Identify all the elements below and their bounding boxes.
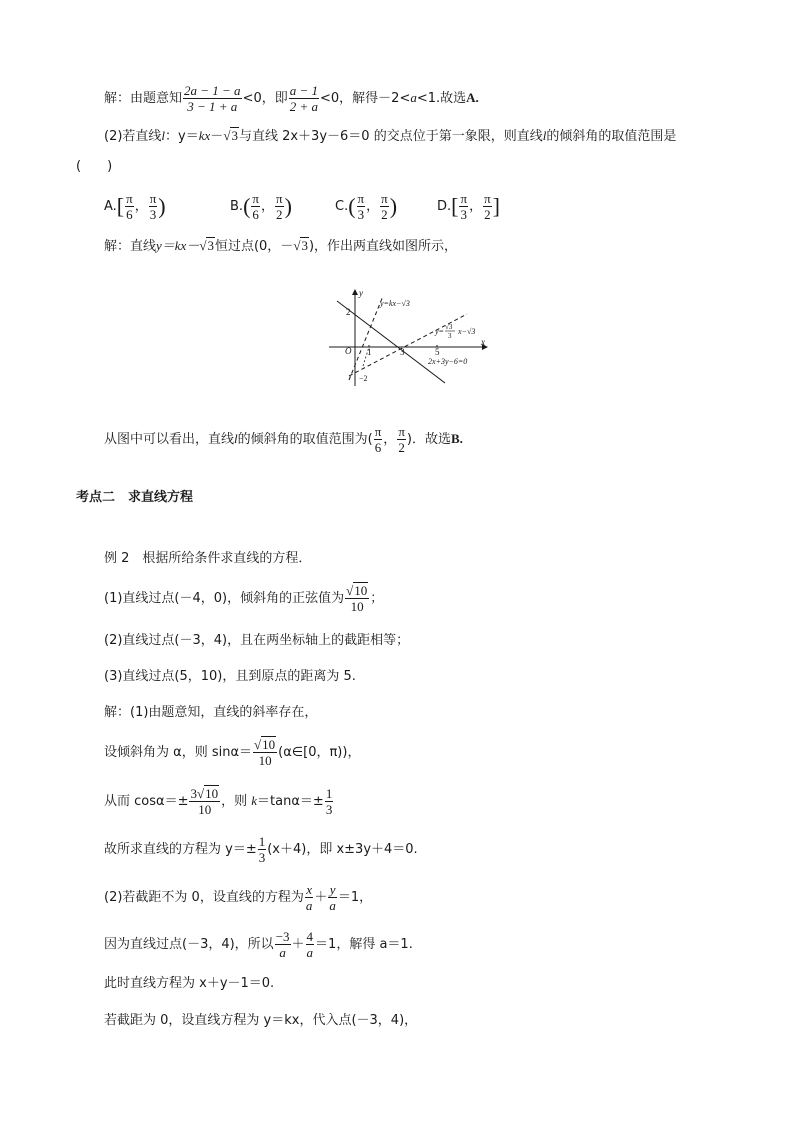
- fraction: [289, 83, 319, 114]
- line3-label: 2x+3y−6=0: [428, 357, 468, 366]
- option-label: A.: [104, 199, 117, 214]
- text: 从图中可以看出，直线: [104, 432, 235, 447]
- fraction-denominator: a: [279, 945, 286, 960]
- tick-label-neg2: −2: [359, 374, 368, 383]
- sol-1-line-4: [104, 831, 418, 869]
- option-label: C.: [335, 199, 349, 214]
- fraction: [183, 83, 242, 114]
- var-l: l: [161, 128, 166, 143]
- fraction-denominator: 10: [258, 753, 272, 768]
- fraction-numerator: y: [329, 882, 336, 897]
- option-d: [437, 190, 500, 224]
- bracket: (: [243, 193, 251, 219]
- option-a: [104, 190, 166, 224]
- fraction-denominator: 2: [398, 440, 405, 455]
- fraction-denominator: 2 + a: [289, 99, 319, 114]
- text: 故所求直线的方程为 y＝±: [104, 842, 257, 857]
- tick-label-1: 1: [367, 347, 372, 357]
- fraction: [397, 424, 406, 455]
- fraction-denominator: 3: [258, 850, 266, 865]
- question-2-line: [104, 126, 676, 147]
- bracket: [: [451, 193, 459, 219]
- coordinate-graph: [327, 288, 497, 388]
- fraction: [189, 786, 220, 817]
- fraction-denominator: a: [329, 898, 336, 913]
- bracket: [: [116, 193, 125, 219]
- fraction-numerator: x: [306, 882, 312, 897]
- fraction: [253, 737, 277, 768]
- text: 解：由题意知: [104, 91, 183, 106]
- text: 的倾斜角的取值范围是: [546, 129, 677, 144]
- plus: ＋: [314, 890, 328, 905]
- fraction: [125, 191, 134, 222]
- option-label: B.: [230, 199, 244, 214]
- fraction-numerator: π: [357, 191, 365, 206]
- separator: ，: [260, 199, 274, 214]
- text: (2)若截距不为 0，设直线的方程为: [104, 890, 304, 905]
- fraction: [275, 929, 291, 960]
- fraction-numerator: π: [275, 191, 283, 206]
- fraction: [483, 191, 492, 222]
- text: <0，即: [242, 91, 288, 106]
- text: 的倾斜角的取值范围为(: [237, 432, 373, 447]
- fraction-numerator: 1: [325, 786, 333, 801]
- fraction-numerator: π: [252, 191, 259, 206]
- fraction-denominator: 3: [460, 207, 468, 222]
- separator: ，: [366, 199, 380, 214]
- fraction: [306, 929, 315, 960]
- bracket: ): [389, 193, 398, 219]
- fraction-numerator: 2a − 1 − a: [184, 83, 241, 98]
- text: 解：直线: [104, 239, 157, 254]
- x-axis-label: x: [481, 337, 485, 347]
- text: －: [210, 129, 224, 144]
- text: )，作出两直线如图所示，: [308, 239, 458, 254]
- fraction-denominator: 2: [276, 207, 283, 222]
- sqrt: √3: [293, 238, 308, 253]
- line2-label-pre: y=: [435, 327, 444, 336]
- tick-label-3: 3: [400, 347, 405, 357]
- text: <0，解得－2<: [320, 91, 411, 106]
- fraction-numerator: π: [484, 191, 491, 206]
- sol-2-line-2: [104, 926, 413, 964]
- sol-2-line-4: 若截距为 0，设直线方程为 y＝kx，代入点(－3，4)，: [104, 1013, 418, 1028]
- option-c: [335, 190, 397, 224]
- coefficient: 3: [190, 786, 197, 801]
- text: ，则: [221, 794, 248, 809]
- text: ＝1，解得 a＝1.: [315, 937, 413, 952]
- radicand: 10: [262, 737, 276, 752]
- fraction: [149, 191, 158, 222]
- fraction: [305, 882, 314, 913]
- text: ：y＝: [165, 129, 199, 144]
- fraction: [459, 191, 468, 222]
- var-l: l: [234, 431, 238, 446]
- fraction-denominator: 6: [374, 440, 382, 455]
- separator: ，: [134, 199, 148, 214]
- fraction-denominator: a: [305, 898, 313, 913]
- line1-label: y=kx−√3: [380, 299, 410, 308]
- fraction-denominator: 6: [126, 207, 133, 222]
- text: 因为直线过点(－3，4)，所以: [104, 937, 274, 952]
- tick-label-2: 2: [346, 307, 351, 317]
- equation: y＝kx－: [156, 238, 200, 253]
- question-2-paren: [76, 157, 112, 177]
- fraction-denominator: 2: [381, 207, 388, 222]
- sol-2-line-1: [104, 879, 372, 917]
- sol-1-line-1: 解：(1)由题意知，直线的斜率存在，: [104, 705, 318, 720]
- line-kx-minus-sqrt3: [349, 296, 383, 380]
- text: (2)若直线: [104, 129, 162, 144]
- sqrt: √10: [196, 786, 219, 801]
- radicand: 3: [301, 238, 308, 253]
- text: 从而 cosα＝±: [104, 794, 189, 809]
- sol-1-line-3: [104, 782, 334, 821]
- fraction-denominator: 10: [198, 802, 212, 817]
- conclusion-2-line: [104, 422, 463, 457]
- text: 恒过点(0，－: [214, 239, 294, 254]
- radicand: 10: [354, 583, 368, 598]
- line2-label-post: x−√3: [458, 327, 476, 336]
- sqrt: √3: [199, 238, 214, 253]
- var-a: a: [410, 90, 417, 105]
- fraction-denominator: 3: [149, 207, 157, 222]
- fraction-numerator: π: [398, 424, 405, 439]
- text: )．故选: [406, 432, 451, 447]
- fraction: [258, 834, 267, 865]
- fraction: [328, 882, 337, 913]
- sol-2-line-3: 此时直线方程为 x＋y－1＝0.: [104, 976, 275, 991]
- text: 与直线 2x＋3y－6＝0 的交点位于第一象限，则直线: [238, 129, 543, 144]
- fraction-denominator: 3: [325, 802, 333, 817]
- text: ；: [370, 591, 384, 606]
- text: (α∈[0，π))，: [278, 745, 361, 760]
- solution-1-line: [104, 83, 479, 114]
- answer: B.: [450, 431, 463, 446]
- fraction-numerator: −3: [275, 929, 290, 944]
- separator: ，: [469, 199, 483, 214]
- answer-blank: ( ): [76, 159, 113, 174]
- fraction: [251, 191, 260, 222]
- separator: ，: [383, 432, 397, 447]
- line2-label-den: 3: [448, 332, 452, 340]
- fraction-numerator: π: [126, 191, 133, 206]
- fraction: [374, 424, 383, 455]
- fraction-numerator: π: [381, 191, 388, 206]
- fraction-denominator: 10: [350, 599, 364, 614]
- fraction-numerator: π: [460, 191, 468, 206]
- text: (x＋4)，即 x±3y＋4＝0.: [267, 842, 418, 857]
- radicand: 3: [207, 238, 214, 253]
- bracket: ): [158, 193, 166, 219]
- example-2-cond-3: (3)直线过点(5，10)，且到原点的距离为 5.: [104, 669, 356, 684]
- sqrt: √3: [223, 128, 238, 143]
- fraction-numerator: [189, 786, 220, 802]
- radicand: 10: [205, 786, 219, 801]
- fraction-numerator: 4: [306, 929, 314, 944]
- fraction-numerator: 1: [258, 834, 266, 849]
- option-b: [230, 190, 292, 224]
- sol-1-line-2: [104, 734, 360, 772]
- line2-label-num: √3: [445, 323, 453, 331]
- fraction: [380, 191, 389, 222]
- text: ＝tanα＝±: [257, 794, 324, 809]
- plus: ＋: [291, 937, 305, 952]
- example-2-cond-1: [104, 580, 383, 618]
- text: 设倾斜角为 α，则 sinα＝: [104, 745, 253, 760]
- text: ＝1，: [337, 890, 373, 905]
- fraction-denominator: 6: [252, 207, 259, 222]
- origin-label: O: [345, 346, 352, 356]
- fraction: [325, 786, 334, 817]
- text: (1)直线过点(－4，0)，倾斜角的正弦值为: [104, 591, 345, 606]
- fraction-denominator: 3: [357, 207, 365, 222]
- answer: A.: [466, 90, 479, 105]
- bracket: ]: [492, 193, 500, 219]
- fraction-numerator: √10: [346, 583, 368, 598]
- option-label: D.: [437, 199, 452, 214]
- example-2-cond-2: (2)直线过点(－3，4)，且在两坐标轴上的截距相等；: [104, 633, 410, 648]
- bracket: (: [348, 193, 356, 219]
- fraction: [275, 191, 284, 222]
- solution-2-line: [104, 236, 457, 257]
- example-2-title: 例 2 根据所给条件求直线的方程．: [104, 551, 312, 566]
- fraction-denominator: a: [306, 945, 314, 960]
- var-k: k: [251, 793, 258, 808]
- bracket: ): [284, 193, 292, 219]
- y-axis-label: y: [359, 288, 363, 298]
- fraction-numerator: π: [149, 191, 157, 206]
- var-kx: kx: [198, 128, 211, 143]
- fraction-numerator: a − 1: [289, 83, 319, 98]
- fraction-denominator: 2: [484, 207, 491, 222]
- fraction: [345, 583, 369, 614]
- tick-label-5: 5: [435, 347, 440, 357]
- fraction-numerator: √10: [254, 737, 276, 752]
- var-l: l: [542, 128, 547, 143]
- text: <1.故选: [416, 91, 467, 106]
- fraction: [357, 191, 366, 222]
- section-heading: 考点二 求直线方程: [76, 490, 194, 505]
- radicand: 3: [231, 128, 238, 143]
- fraction-denominator: 3 − 1 + a: [187, 99, 238, 114]
- fraction-numerator: π: [374, 424, 382, 439]
